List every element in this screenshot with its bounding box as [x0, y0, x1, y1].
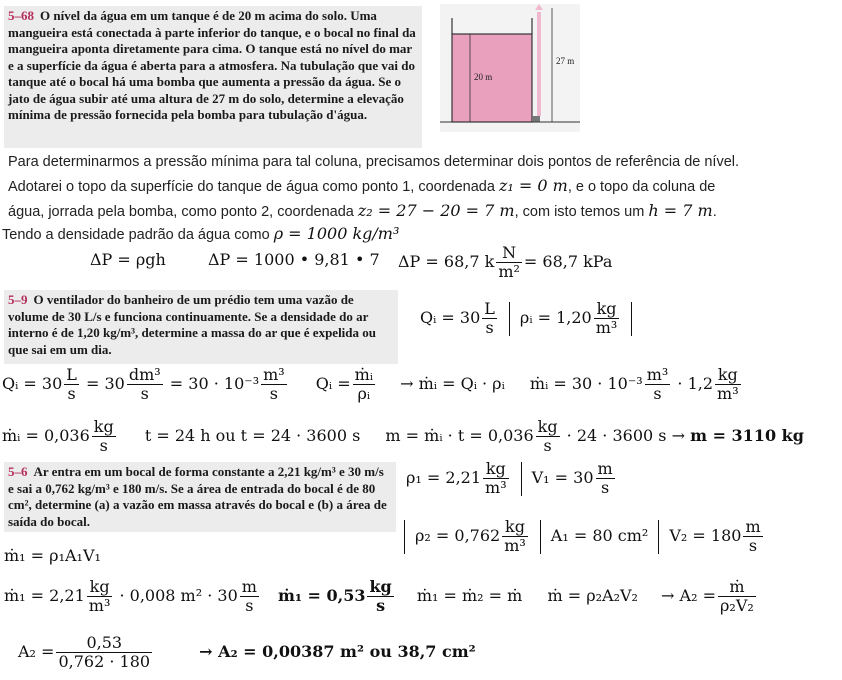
solution-5-9-row-1: Qᵢ = 30 $\frac{L}{s}$ = 30 $\frac{\text{dm³}}{s}$ = 30 · 10⁻³ $\frac{\text{m³}}{s}$ Qᵢ = $\frac{\text{ṁᵢ}}{\text{ρᵢ}}$ → ṁᵢ = Qᵢ · ρᵢ ṁᵢ = 30 · 10⁻³ $\frac{\text{m³}}{s}$ · 1,2 $\frac{kg}{\text{m³}}$: [2, 365, 739, 403]
equation-pressure-formula: ΔP = ρgh: [90, 250, 166, 269]
solution-line-3: água, jorrada pela bomba, como ponto 2, coordenada z₂ = 27 − 20 = 7 m, com isto temos um h = 7 m.: [8, 201, 717, 220]
problem-5-9-statement: [4, 290, 398, 364]
solution-5-68: [8, 150, 838, 224]
area-result: → A₂ = 0,00387 m² ou 38,7 cm²: [199, 642, 476, 661]
tank-height-label: 20 m: [474, 72, 493, 82]
solution-5-6-row-1: ṁ₁ = 2,21 $\frac{kg}{\text{m³}}$ · 0,008 m² · 30 $\frac{m}{s}$ ṁ₁ = 0,53 $\frac{kg}{s}$ ṁ₁ = ṁ₂ = ṁ ṁ = ρ₂A₂V₂ → A₂ = $\frac{\text{ṁ}}{\text{ρ₂V₂}}$: [4, 577, 754, 615]
equation-pressure-substitution: ΔP = 1000 • 9,81 • 7: [208, 250, 380, 269]
equation-mass-flow: ṁ₁ = ρ₁A₁V₁: [4, 546, 101, 565]
problem-number: 5–6: [8, 464, 28, 479]
tank-figure: [440, 4, 580, 132]
equation-pressure-result: ΔP = 68,7 k $\frac{N}{\text{m²}}$ = 68,7 kPa: [398, 243, 613, 281]
mass-result: m = 3110 kg: [690, 426, 804, 445]
problem-number: 5–9: [8, 292, 28, 307]
solution-line-2: Adotarei o topo da superfície do tanque de água como ponto 1, coordenada z₁ = 0 m, e o topo da coluna de: [8, 176, 716, 195]
given-values-5-9: Qᵢ = 30 $\frac{L}{s}$ ρᵢ = 1,20 $\frac{kg}{\text{m³}}$: [420, 300, 642, 337]
problem-text: Ar entra em um bocal de forma constante a 2,21 kg/m³ e 30 m/s e sai a 0,762 kg/m³ e 180 m/s. Se a área de entrada do bocal é de 80 cm², determine (a) a vazão em massa através do bocal e (b) a área de saída do bocal.: [8, 464, 387, 529]
solution-5-9-row-2: ṁᵢ = 0,036 $\frac{kg}{s}$ t = 24 h ou t = 24 · 3600 s m = ṁᵢ · t = 0,036 $\frac{kg}{s}$ · 24 · 3600 s → m = 3110 kg: [2, 417, 804, 455]
problem-5-6-statement: [4, 462, 396, 532]
given-values-5-6-row-1: ρ₁ = 2,21 $\frac{kg}{\text{m³}}$ V₁ = 30 $\frac{m}{s}$: [406, 459, 613, 497]
solution-line-4: Tendo a densidade padrão da água como ρ = 1000 kg/m³: [2, 224, 400, 243]
given-values-5-6-row-2: ρ₂ = 0,762 $\frac{kg}{\text{m³}}$ A₁ = 80 cm² V₂ = 180 $\frac{m}{s}$: [404, 518, 765, 555]
solution-line-1: Para determinarmos a pressão mínima para tal coluna, precisamos determinar dois pontos de referência de nível.: [8, 154, 740, 170]
problem-5-68-statement: [4, 6, 422, 148]
water-jet: [537, 12, 541, 116]
problem-number: 5–68: [8, 8, 34, 23]
problem-text: O ventilador do banheiro de um prédio tem uma vazão de volume de 30 L/s e funciona continuamente. Se a densidade do ar interno é de 1,20 kg/m³, determine a massa do ar que é expelida ou que sai em um dia.: [8, 292, 377, 357]
problem-text: O nível da água em um tanque é de 20 m acima do solo. Uma mangueira está conectada à parte inferior do tanque, e o bocal no final da mangueira aponta diretamente para cima. O tanque está no nível do mar e a superfície da água é aberta para a atmosfera. Na tubulação que vai do tanque até o bocal há uma bomba que aumenta a pressão da água. Se o jato de água subir até uma altura de 27 m do solo, determine a elevação mínima de pressão fornecida pela bomba para tubulação d'água.: [8, 8, 416, 122]
solution-5-6-row-2: A₂ = $\frac{0,53}{0,762 \cdot 180}$ → A₂ = 0,00387 m² ou 38,7 cm²: [18, 633, 476, 671]
jet-height-label: 27 m: [556, 56, 575, 66]
